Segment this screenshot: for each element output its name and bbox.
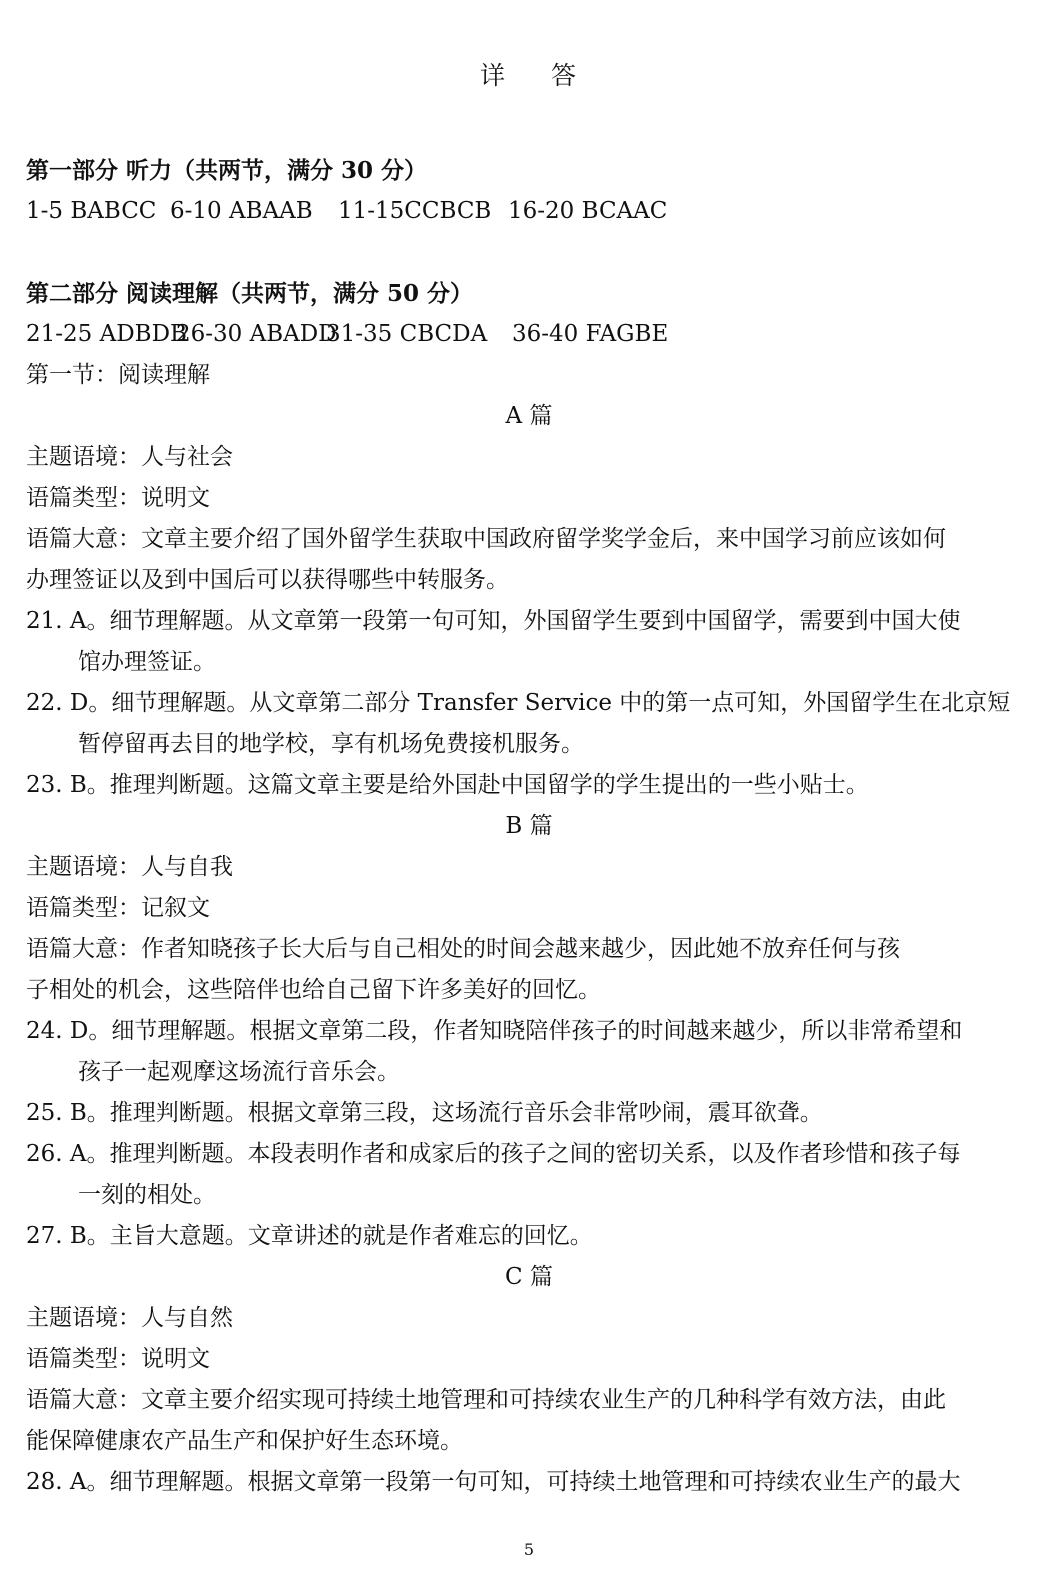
page-number: 5 [523,1540,535,1559]
page-title [0,56,1058,92]
question-21-cont: 馆办理签证。 [78,649,216,675]
answer-group: 6-10 ABAAB [170,198,313,224]
passage-a-label: A 篇 [505,403,553,429]
passage-c-summary-line: 能保障健康农产品生产和保护好生态环境。 [26,1428,463,1454]
passage-b-label: B 篇 [505,813,553,839]
passage-b-type: 语篇类型：记叙文 [26,895,210,921]
part1-heading: 第一部分 听力（共两节，满分 30 分） [26,157,428,184]
answer-group: 36-40 FAGBE [512,321,669,347]
answer-group: 16-20 BCAAC [508,198,668,224]
passage-a-context: 主题语境：人与社会 [26,444,233,470]
question-27: 27. B。主旨大意题。文章讲述的就是作者难忘的回忆。 [26,1223,593,1249]
question-25: 25. B。推理判断题。根据文章第三段，这场流行音乐会非常吵闹，震耳欲聋。 [26,1100,823,1126]
passage-a-summary-line: 办理签证以及到中国后可以获得哪些中转服务。 [26,567,509,593]
part1-answers [26,191,1032,232]
section-heading: 第一节：阅读理解 [26,362,210,388]
passage-c-context: 主题语境：人与自然 [26,1305,233,1331]
question-21: 21. A。细节理解题。从文章第一段第一句可知，外国留学生要到中国留学，需要到中国大使 [26,608,961,634]
part2-answers [26,314,1032,355]
passage-b-summary-line: 子相处的机会，这些陪伴也给自己留下许多美好的回忆。 [26,977,601,1003]
answer-group: 21-25 ADBDB [26,321,187,347]
answer-content [26,150,1032,1503]
question-22-cont: 暂停留再去目的地学校，享有机场免费接机服务。 [78,731,584,757]
passage-a-summary-line: 语篇大意：文章主要介绍了国外留学生获取中国政府留学奖学金后，来中国学习前应该如何 [26,526,946,552]
passage-c-type: 语篇类型：说明文 [26,1346,210,1372]
passage-c-label: C 篇 [505,1264,553,1290]
passage-b-context: 主题语境：人与自我 [26,854,233,880]
answer-group: 1-5 BABCC [26,198,157,224]
answer-group: 26-30 ABADD [176,321,337,347]
question-26: 26. A。推理判断题。本段表明作者和成家后的孩子之间的密切关系，以及作者珍惜和孩子每 [26,1141,961,1167]
question-24-cont: 孩子一起观摩这场流行音乐会。 [78,1059,400,1085]
passage-b-summary-line: 语篇大意：作者知晓孩子长大后与自己相处的时间会越来越少，因此她不放弃任何与孩 [26,936,900,962]
title-char-2: 答 [551,61,579,90]
part2-heading: 第二部分 阅读理解（共两节，满分 50 分） [26,280,474,307]
question-26-cont: 一刻的相处。 [78,1182,216,1208]
question-23: 23. B。推理判断题。这篇文章主要是给外国赴中国留学的学生提出的一些小贴士。 [26,772,869,798]
question-22: 22. D。细节理解题。从文章第二部分 Transfer Service 中的第一点可知，外国留学生在北京短 [26,690,1011,716]
answer-group: 31-35 CBCDA [326,321,488,347]
question-24: 24. D。细节理解题。根据文章第二段，作者知晓陪伴孩子的时间越来越少，所以非常希望和 [26,1018,963,1044]
title-char-1: 详 [479,61,507,90]
passage-c-summary-line: 语篇大意：文章主要介绍实现可持续土地管理和可持续农业生产的几种科学有效方法，由此 [26,1387,946,1413]
question-28: 28. A。细节理解题。根据文章第一段第一句可知，可持续土地管理和可持续农业生产的最大 [26,1469,961,1495]
passage-a-type: 语篇类型：说明文 [26,485,210,511]
answer-group: 11-15CCBCB [338,198,492,224]
